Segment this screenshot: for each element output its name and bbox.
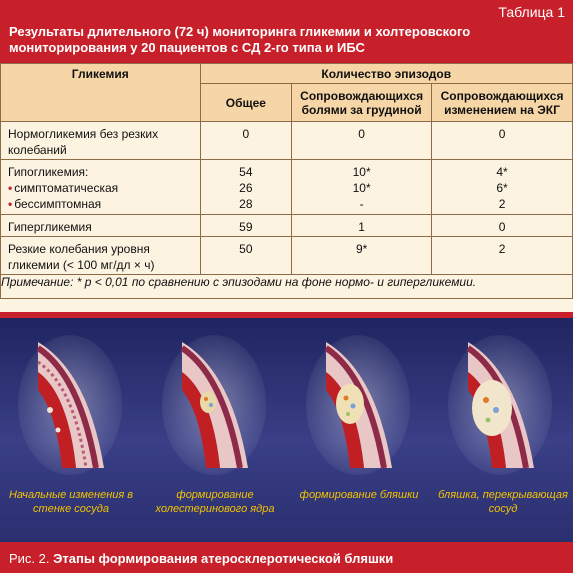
cell-total: 59	[200, 215, 292, 237]
row-label: Резкие колебания уровня гликемии (< 100 мг/дл × ч)	[1, 237, 201, 275]
stage-label-4: бляшка, перекрывающая сосуд	[438, 489, 568, 515]
cell-pain: 1	[292, 215, 432, 237]
vessel-stage-4-illustration	[448, 332, 552, 478]
cell-total: 50	[200, 237, 292, 275]
col-header-episodes: Количество эпизодов	[200, 64, 573, 84]
cell-ecg: 0	[432, 215, 573, 237]
row-label: Гипогликемия: • симптоматическая • бессимптомная	[1, 160, 201, 215]
caption-title: Этапы формирования атеросклеротической бляшки	[53, 551, 394, 566]
cell-ecg: 4* 6* 2	[432, 160, 573, 215]
table-title: Результаты длительного (72 ч) мониторинга гликемии и холтеровского мониторирования у 20 пациентов с СД 2-го типа и ИБС	[9, 24, 471, 55]
col-header-glycemia: Гликемия	[1, 64, 201, 122]
cell-total: 0	[200, 122, 292, 160]
cell-total: 54 26 28	[200, 160, 292, 215]
figure-caption	[0, 542, 573, 573]
caption-prefix: Рис. 2.	[9, 551, 50, 566]
stage-label-2: формирование холестеринового ядра	[155, 489, 275, 515]
bullet-icon: •	[8, 181, 13, 195]
cell-pain: 10* 10* -	[292, 160, 432, 215]
subheader-pain: Сопровождающихся болями за грудиной	[292, 84, 432, 122]
stage-label-3: формирование бляшки	[299, 489, 419, 501]
bullet-icon: •	[8, 197, 13, 211]
subheader-ecg: Сопровождающихся изменением на ЭКГ	[432, 84, 573, 122]
stage-label-1: Начальные изменения в стенке сосуда	[8, 489, 134, 515]
atherosclerosis-figure	[0, 312, 573, 542]
table-row	[1, 215, 573, 237]
cell-pain: 9*	[292, 237, 432, 275]
table-row	[1, 122, 573, 160]
table-header-bar	[0, 0, 573, 63]
table-note: Примечание: * p < 0,01 по сравнению с эпизодами на фоне нормо- и гипергликемии.	[1, 275, 573, 299]
table-number: Таблица 1	[498, 4, 565, 20]
vessel-stage-2-illustration	[162, 332, 266, 478]
subheader-total: Общее	[200, 84, 292, 122]
cell-ecg: 0	[432, 122, 573, 160]
row-label: Нормогликемия без резких колебаний	[1, 122, 201, 160]
results-table	[0, 63, 573, 299]
table-row	[1, 160, 573, 215]
cell-ecg: 2	[432, 237, 573, 275]
row-label: Гипергликемия	[1, 215, 201, 237]
cell-pain: 0	[292, 122, 432, 160]
table-row	[1, 237, 573, 275]
vessel-stage-1-illustration	[18, 332, 122, 478]
vessel-stage-3-illustration	[306, 332, 410, 478]
